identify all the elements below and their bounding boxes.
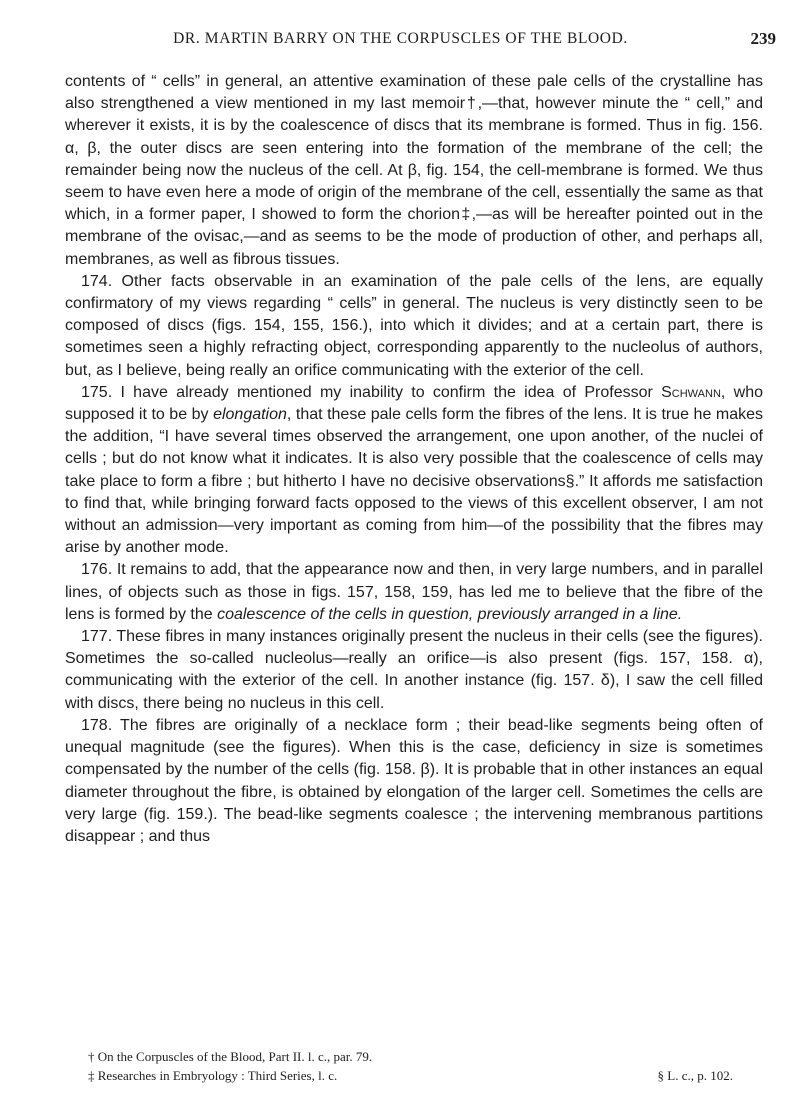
footnote-double-dagger-row	[88, 1066, 738, 1085]
paragraph-178	[65, 715, 763, 848]
text-segment: 175. I have already mentioned my inability to confirm the idea of Professor	[81, 383, 662, 401]
footnotes	[88, 1047, 738, 1085]
text-segment: coalescence of the cells in question, previously arranged in a line.	[217, 605, 683, 623]
footnote-section: § L. c., p. 102.	[657, 1068, 733, 1083]
text-segment: 176. It remains to add, that the appearance now and then, in very large numbers, and in parallel lines, of objects such as those in figs. 157, 158, 159, has led me to believe that the fibre of the lens is formed by the	[65, 561, 763, 623]
running-head-title: DR. MARTIN BARRY ON THE CORPUSCLES OF THE BLOOD.	[173, 30, 628, 47]
body-text	[65, 71, 763, 848]
text-segment: 177. These fibres in many instances originally present the nucleus in their cells (see the figures). Sometimes the so-called nucleolus—really an orifice—is also present (figs. 157, 158. α), communicating with the exterior of the cell. In another instance (fig. 157. δ), I saw the cell filled with discs, there being no nucleus in this cell.	[65, 628, 763, 712]
running-head	[0, 30, 801, 54]
paragraph-176	[65, 559, 763, 626]
text-segment: Schwann	[661, 383, 721, 401]
footnote-dagger-row	[88, 1047, 738, 1066]
text-segment: elongation	[213, 406, 287, 424]
footnote-dagger: † On the Corpuscles of the Blood, Part II. l. c., par. 79.	[88, 1049, 373, 1064]
text-segment: 178. The fibres are originally of a necklace form ; their bead-like segments being often of unequal magnitude (see the figures). When this is the case, deficiency in size is sometimes compensated by the number of the cells (fig. 158. β). It is probable that in other instances an equal diameter throughout the fibre, is obtained by elongation of the larger cell. Sometimes the cells are very large (fig. 159.). The bead-like segments coalesce ; the intervening membranous partitions disappear ; and thus	[65, 716, 763, 845]
text-segment: 174. Other facts observable in an examination of the pale cells of the lens, are equally confirmatory of my views regarding “ cells” in general. The nucleus is very distinctly seen to be composed of discs (figs. 154, 155, 156.), into which it divides; and at a certain part, there is sometimes seen a highly refracting object, corresponding apparently to the nucleolus of authors, but, as I believe, being really an orifice communicating with the exterior of the cell.	[65, 272, 763, 379]
text-segment: , that these pale cells form the fibres of the lens. It is true he makes the addition, “I have several times observed the arrangement, one upon another, of the nuclei of cells ; but do not know what it indicates. It is also very possible that the coalescence of cells may take place to form a fibre ; but hitherto I have no decisive observations§.” It affords me satisfaction to find that, while bringing forward facts opposed to the views of this excellent observer, I am not without an admission—very important as coming from him—of the possibility that the fibres may arise by another mode.	[65, 406, 764, 557]
text-segment: , who supposed it to be by	[65, 383, 763, 424]
paragraph-174	[65, 271, 763, 382]
paragraph-177	[65, 626, 763, 715]
paragraph-continuation	[65, 71, 763, 271]
text-segment: contents of “ cells” in general, an attentive examination of these pale cells of the crystalline has also strengthened a view mentioned in my last memoir†,—that, however minute the “ cell,” and wherever it exists, it is by the coalescence of discs that its membrane is formed. Thus in fig. 156. α, β, the outer discs are seen entering into the formation of the membrane of the cell; the remainder being now the nucleus of the cell. At β, fig. 154, the cell-membrane is formed. We thus seem to have even here a mode of origin of the membrane of the cell, essentially the same as that which, in a former paper, I showed to form the chorion‡,—as will be hereafter pointed out in the membrane of the ovisac,—and as seems to be the mode of production of other, and perhaps all, membranes, as well as fibrous tissues.	[65, 73, 763, 268]
footnote-double-dagger: ‡ Researches in Embryology : Third Series, l. c.	[88, 1068, 338, 1083]
page-number: 239	[750, 29, 776, 48]
paragraph-175	[65, 382, 763, 560]
